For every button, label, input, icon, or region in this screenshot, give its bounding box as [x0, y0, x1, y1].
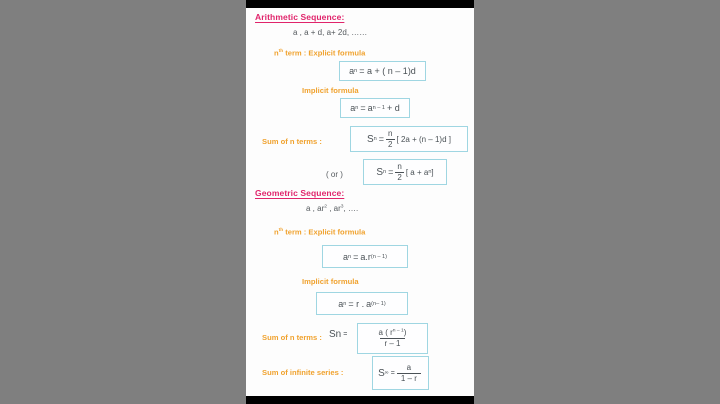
term-a: a	[349, 66, 355, 76]
term-S-subscript: ∞	[384, 370, 389, 376]
term-S-subscript: n	[335, 329, 342, 340]
geometric-infinite-series-formula	[378, 364, 423, 383]
arithmetic-explicit-formula	[349, 66, 416, 76]
bracket-expression: [ 2a + (n – 1)d ]	[396, 134, 451, 144]
bracket-subscript: n	[428, 169, 432, 175]
arithmetic-explicit-formula-label	[274, 48, 365, 58]
geometric-terms-text	[306, 204, 358, 213]
numerator-exponent: n – 1	[392, 328, 404, 334]
arithmetic-implicit-formula-box	[340, 98, 410, 118]
equals-sign: =	[390, 369, 395, 377]
arithmetic-sequence-heading: Arithmetic Sequence:	[255, 12, 345, 22]
equals-sign: =	[388, 167, 394, 177]
term-ar: a.r	[360, 251, 371, 262]
term-a-prev-subscript: (n– 1)	[371, 300, 386, 307]
fraction-denominator: 2	[397, 172, 402, 182]
fraction-geometric-sum	[375, 329, 411, 348]
fraction-a-over-1-minus-r	[397, 364, 421, 383]
term-a-prev: a	[366, 298, 372, 309]
fraction-numerator: a	[406, 362, 412, 372]
letterbox-top-bar	[246, 0, 474, 8]
term-a: a	[350, 103, 356, 113]
term-a: a	[338, 298, 344, 309]
fraction-numerator: n	[388, 128, 393, 138]
label-text-th: th	[278, 48, 284, 53]
label-text-n: n	[274, 48, 279, 58]
geometric-term-a: a , ar	[306, 204, 325, 213]
arithmetic-sum-label: Sum of n terms :	[262, 137, 322, 146]
arithmetic-sum-formula-alt	[376, 163, 433, 182]
term-S: S	[367, 133, 374, 145]
or-text: ( or )	[326, 170, 343, 179]
term-S: S	[378, 367, 385, 379]
label-text-rest: term : Explicit formula	[283, 48, 366, 58]
arithmetic-implicit-formula	[350, 103, 400, 113]
arithmetic-terms-text: a , a + d, a+ 2d, ……	[293, 28, 368, 37]
term-a-subscript: n	[354, 68, 358, 74]
geometric-implicit-formula	[338, 299, 385, 309]
term-a-subscript: n	[355, 105, 359, 111]
term-a: a	[342, 251, 348, 262]
term-a-subscript: n	[348, 253, 352, 260]
bracket-open: [ a + a	[405, 167, 429, 177]
arithmetic-sum-formula	[367, 130, 451, 149]
equals-sign: =	[378, 134, 385, 144]
geometric-infinite-series-box	[372, 356, 429, 390]
bracket-close: ]	[431, 167, 434, 177]
geometric-explicit-formula-label	[274, 227, 365, 237]
letterbox-bottom-bar	[246, 396, 474, 404]
fraction-n-over-2	[386, 130, 394, 149]
arithmetic-implicit-formula-label: Implicit formula	[302, 86, 359, 95]
equals-sign: =	[343, 331, 348, 338]
geometric-explicit-formula-box	[322, 245, 408, 268]
term-a-prev: a	[367, 103, 373, 113]
geometric-sum-formula-box	[357, 323, 428, 354]
term-a-prev-subscript: n – 1	[372, 105, 386, 111]
geometric-explicit-formula	[343, 252, 387, 262]
equals-sign: =	[353, 251, 359, 262]
term-S-subscript: n	[373, 136, 377, 142]
label-text-th: th	[278, 227, 284, 232]
geometric-term-exponent-3: 3	[340, 204, 344, 210]
geometric-implicit-formula-label: Implicit formula	[302, 277, 359, 286]
geometric-sequence-heading: Geometric Sequence:	[255, 188, 345, 198]
fraction-numerator: n	[397, 161, 402, 171]
geometric-implicit-formula-box	[316, 292, 408, 315]
fraction-numerator	[375, 329, 411, 338]
geometric-term-ellipsis: , ….	[343, 204, 359, 213]
fraction-denominator: 2	[388, 139, 393, 149]
geometric-term-mid: , ar	[327, 204, 341, 213]
term-S: S	[329, 329, 336, 340]
numerator-a-open: a ( r	[378, 328, 393, 337]
arithmetic-sum-formula-alt-box	[363, 159, 447, 185]
geometric-sum-lhs	[329, 329, 347, 340]
formula-sheet	[246, 8, 474, 396]
term-ar-exponent: (n – 1)	[370, 253, 388, 260]
video-frame	[246, 0, 474, 404]
term-S: S	[376, 166, 384, 178]
geometric-sum-label: Sum of n terms :	[262, 333, 322, 342]
fraction-denominator: r – 1	[380, 338, 404, 348]
term-S-subscript: n	[383, 169, 387, 175]
term-a-subscript: n	[343, 300, 347, 307]
fraction-n-over-2	[395, 163, 403, 182]
fraction-denominator: 1 – r	[397, 373, 421, 383]
numerator-close: )	[403, 328, 407, 337]
term-rhs: = a + ( n – 1)d	[359, 66, 416, 76]
geometric-infinite-series-label: Sum of infinite series :	[262, 368, 344, 377]
arithmetic-explicit-formula-box	[339, 61, 426, 81]
equals-sign: = r .	[348, 298, 365, 309]
term-plus-d: + d	[387, 103, 400, 113]
label-text-rest: term : Explicit formula	[283, 227, 366, 237]
arithmetic-sum-formula-box	[350, 126, 468, 152]
equals-sign: =	[360, 103, 366, 113]
geometric-term-exponent-2: 2	[324, 204, 327, 210]
label-text-n: n	[274, 227, 279, 237]
